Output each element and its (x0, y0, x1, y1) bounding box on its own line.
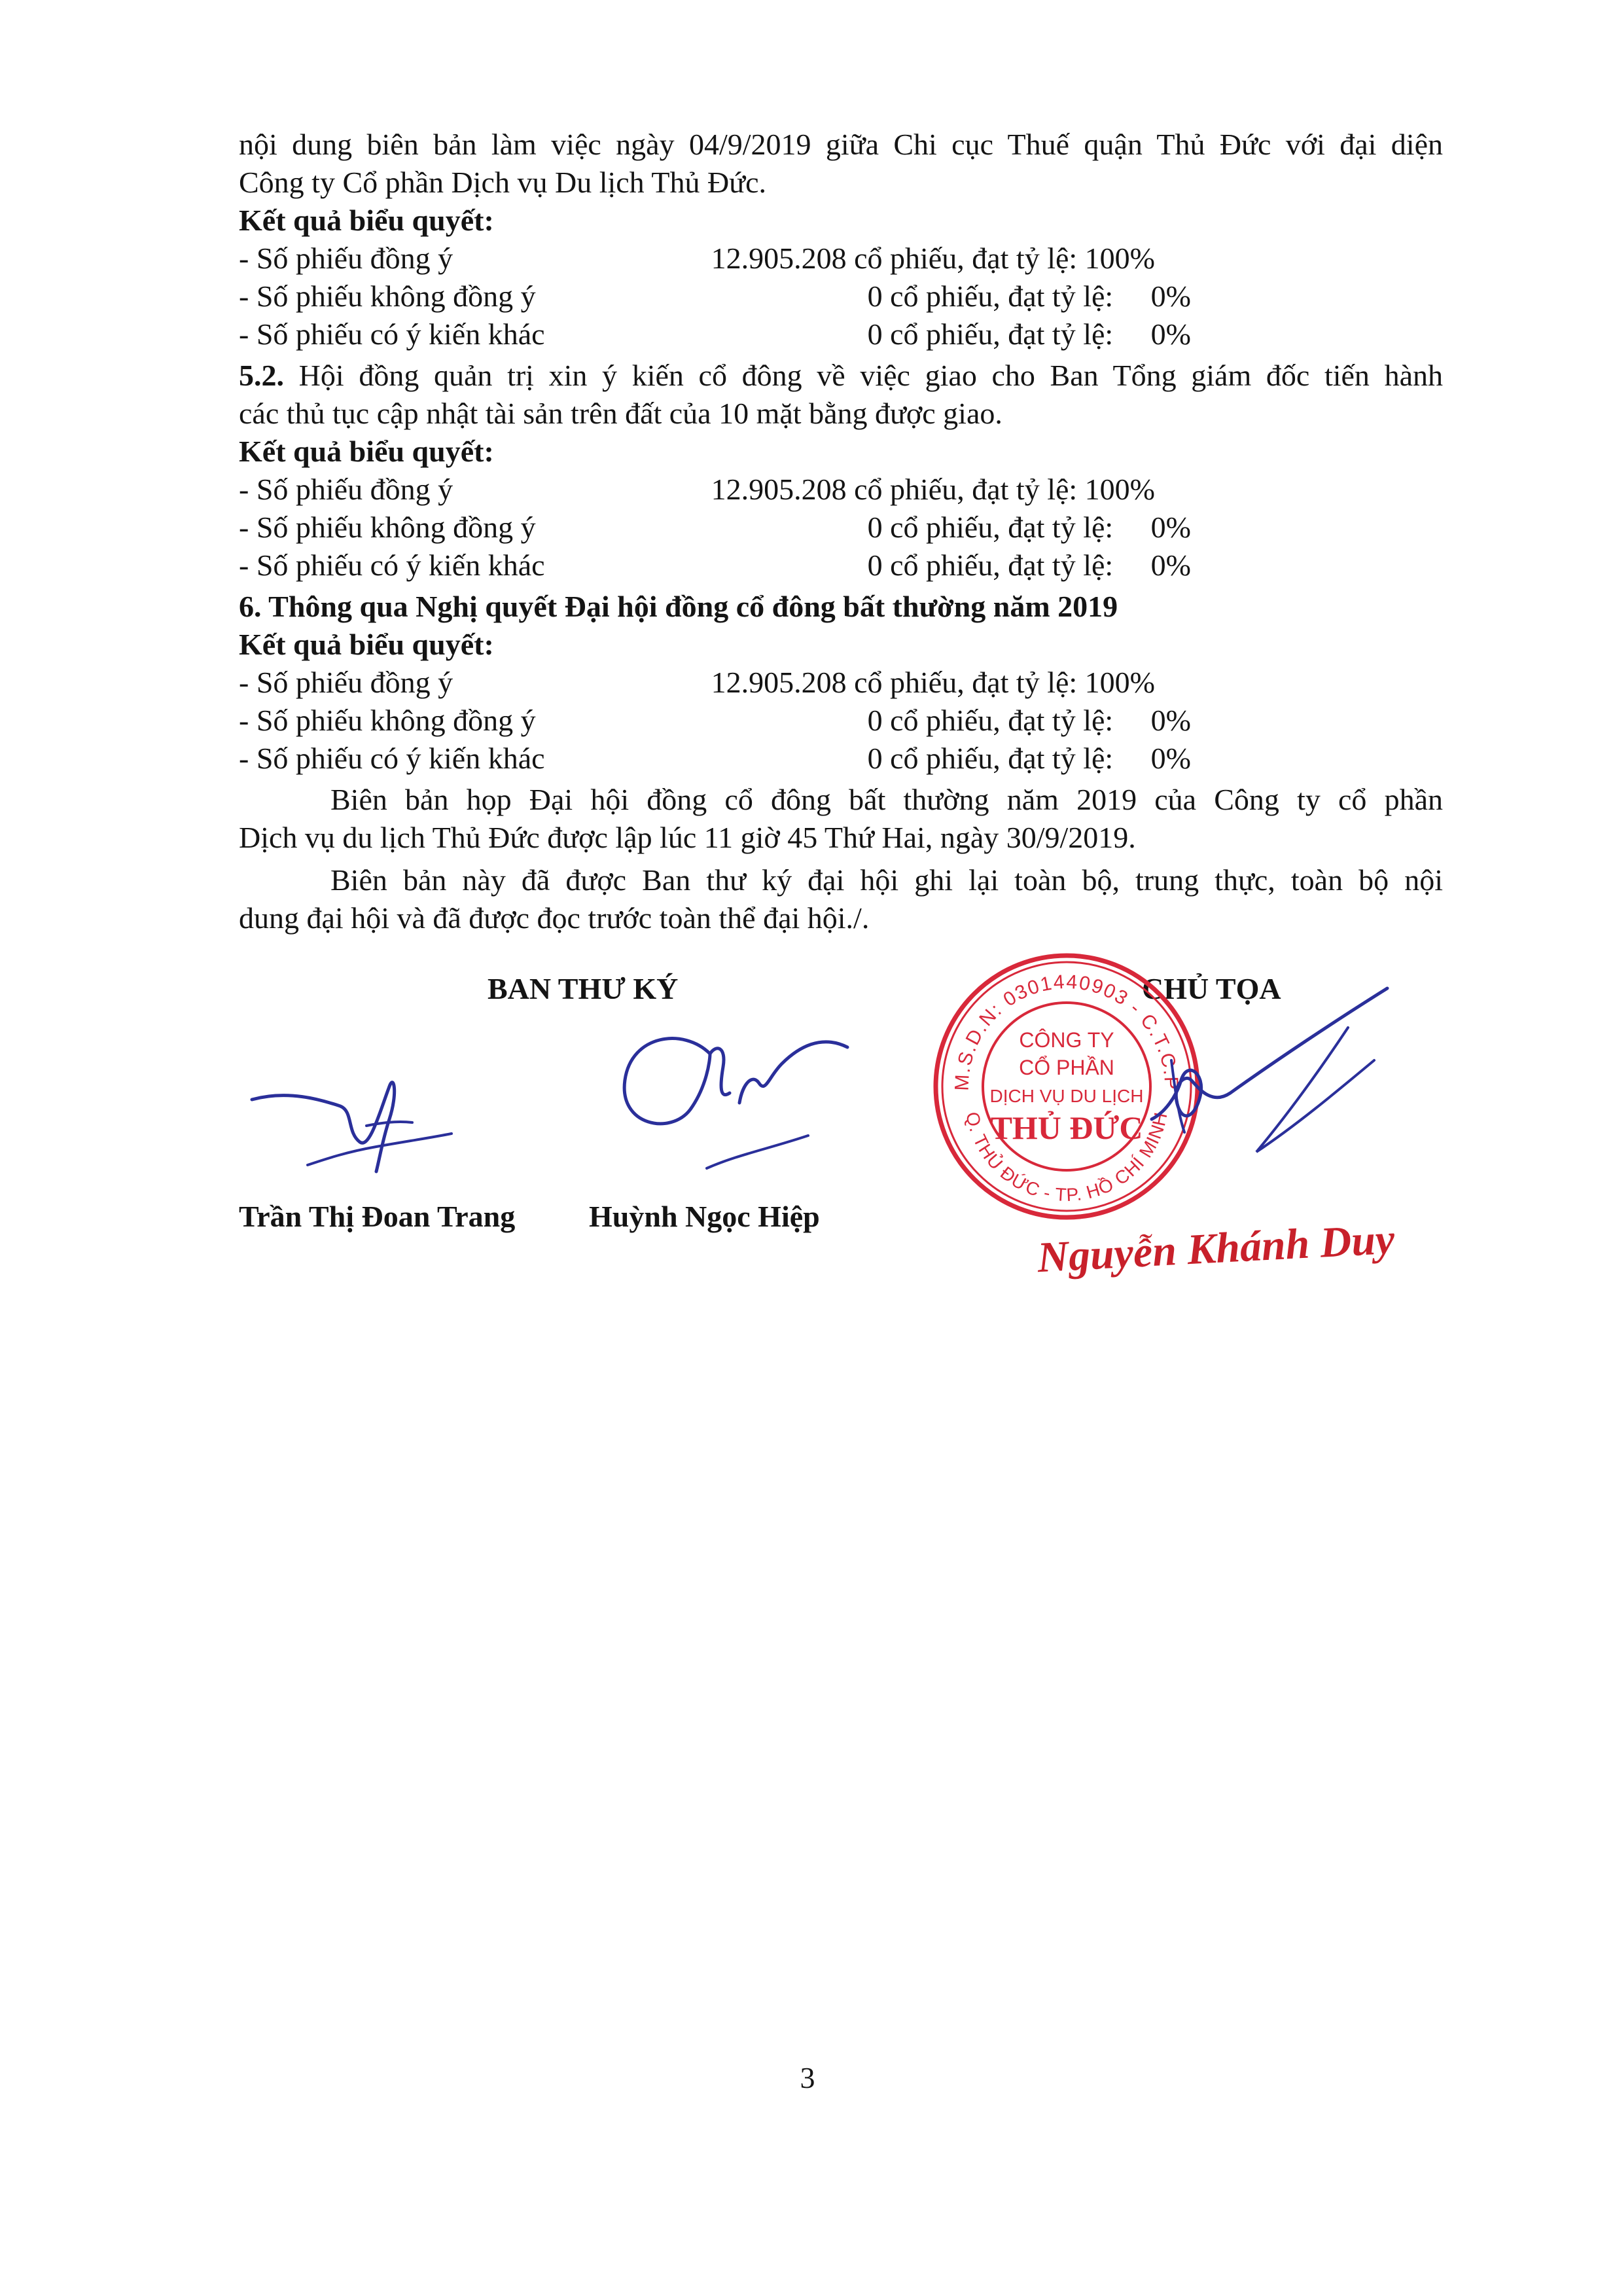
vote-value: 0 cổ phiếu, đạt tỷ lệ: 0% (867, 548, 1191, 582)
vote-value: 12.905.208 cổ phiếu, đạt tỷ lệ: 100% (711, 666, 1155, 699)
item-number: 5.2. (239, 359, 284, 392)
seal-line-1: CÔNG TY (1019, 1028, 1114, 1052)
signature-1-icon (249, 1060, 458, 1185)
vote-value: 0 cổ phiếu, đạt tỷ lệ: 0% (867, 511, 1191, 544)
vote-label: - Số phiếu đồng ý (239, 242, 453, 275)
vote-value: 12.905.208 cổ phiếu, đạt tỷ lệ: 100% (711, 473, 1155, 506)
item-5-2-line-1 (239, 357, 1443, 395)
closing-2-line-2: dung đại hội và đã được đọc trước toàn thể đại hội./. (239, 901, 870, 935)
vote-label: - Số phiếu không đồng ý (239, 511, 536, 544)
secretary-title: BAN THƯ KÝ (488, 972, 679, 1005)
signature-2-icon (612, 1021, 887, 1178)
chair-signature-icon (1126, 982, 1400, 1178)
item-5-2-line-2: các thủ tục cập nhật tài sản trên đất của 10 mặt bằng được giao. (239, 397, 1003, 430)
vote-value: 0 cổ phiếu, đạt tỷ lệ: 0% (867, 704, 1191, 737)
secretary-name-1: Trần Thị Đoan Trang (239, 1200, 516, 1233)
vote-value: 12.905.208 cổ phiếu, đạt tỷ lệ: 100% (711, 242, 1155, 275)
chair-name: Nguyễn Khánh Duy (1036, 1215, 1396, 1282)
intro-line-1: nội dung biên bản làm việc ngày 04/9/2019 giữa Chi cục Thuế quận Thủ Đức với đại diện (239, 128, 1443, 161)
vote-value: 0 cổ phiếu, đạt tỷ lệ: 0% (867, 317, 1191, 351)
item-text: Hội đồng quản trị xin ý kiến cổ đông về việc giao cho Ban Tổng giám đốc tiến hành (298, 359, 1444, 392)
vote-label: - Số phiếu có ý kiến khác (239, 742, 545, 775)
closing-1-line-2: Dịch vụ du lịch Thủ Đức được lập lúc 11 giờ 45 Thứ Hai, ngày 30/9/2019. (239, 821, 1136, 854)
chair-title: CHỦ TỌA (1142, 972, 1281, 1005)
closing-1-line-1: Biên bản họp Đại hội đồng cổ đông bất thường năm 2019 của Công ty cổ phần (330, 783, 1443, 816)
vote-label: - Số phiếu không đồng ý (239, 279, 536, 313)
intro-line-2: Công ty Cổ phần Dịch vụ Du lịch Thủ Đức. (239, 166, 767, 199)
seal-line-4: THỦ ĐỨC (990, 1109, 1143, 1146)
secretary-name-2: Huỳnh Ngọc Hiệp (589, 1200, 820, 1233)
vote-heading-3: Kết quả biểu quyết: (239, 628, 494, 661)
seal-ring-bottom: Q. THỦ ĐỨC - TP. HỒ CHÍ MINH (962, 1110, 1171, 1206)
vote-heading-2: Kết quả biểu quyết: (239, 435, 494, 468)
vote-label: - Số phiếu có ý kiến khác (239, 548, 545, 582)
vote-value: 0 cổ phiếu, đạt tỷ lệ: 0% (867, 279, 1191, 313)
vote-label: - Số phiếu có ý kiến khác (239, 317, 545, 351)
closing-2-line-1: Biên bản này đã được Ban thư ký đại hội ghi lại toàn bộ, trung thực, toàn bộ nội (330, 863, 1443, 897)
vote-label: - Số phiếu đồng ý (239, 666, 453, 699)
section-6-heading: 6. Thông qua Nghị quyết Đại hội đồng cổ đông bất thường năm 2019 (239, 590, 1118, 623)
vote-value: 0 cổ phiếu, đạt tỷ lệ: 0% (867, 742, 1191, 775)
seal-ring-top: M.S.D.N: 0301440903 - C.T.C.P (951, 971, 1182, 1092)
vote-label: - Số phiếu không đồng ý (239, 704, 536, 737)
seal-line-2: CỔ PHẦN (1019, 1056, 1114, 1079)
page-number: 3 (800, 2061, 815, 2094)
seal-line-3: DỊCH VỤ DU LỊCH (989, 1086, 1144, 1106)
vote-heading-1: Kết quả biểu quyết: (239, 204, 494, 237)
vote-label: - Số phiếu đồng ý (239, 473, 453, 506)
